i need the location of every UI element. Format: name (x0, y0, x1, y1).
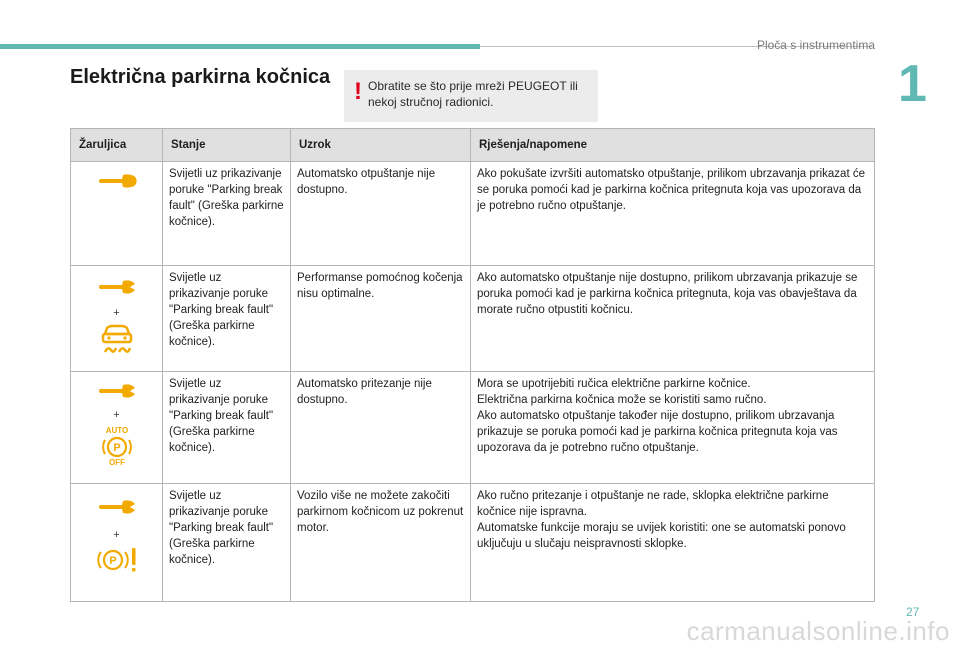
solution-line: Ako ručno pritezanje i otpuštanje ne rade, sklopka električne parkirne kočnice nije ispravna. (477, 490, 829, 518)
state-cell: Svijetle uz prikazivanje poruke "Parking break fault" (Greška parkirne kočnice). (163, 266, 291, 372)
p-label: P (108, 555, 117, 567)
warning-lamp-table (70, 128, 875, 602)
lamp-cell (71, 162, 163, 266)
plus-sign: + (113, 307, 120, 319)
lamp-cell (71, 372, 163, 484)
off-label: OFF (108, 458, 125, 466)
header-accent-bar (0, 44, 480, 49)
cause-cell: Vozilo više ne možete zakočiti parkirnom kočnicom uz pokrenut motor. (291, 484, 471, 602)
section-header: Ploča s instrumentima (756, 38, 875, 52)
skidding-car-icon (99, 324, 135, 354)
plus-sign: + (113, 409, 120, 421)
state-cell: Svijetle uz prikazivanje poruke "Parking break fault" (Greška parkirne kočnice). (163, 372, 291, 484)
solution-line: Električna parkirna kočnica može se koristiti samo ručno. (477, 394, 767, 406)
page-title: Električna parkirna kočnica (70, 66, 331, 88)
solution-cell (471, 372, 875, 484)
parking-brake-warning-icon (95, 546, 139, 574)
exclamation-icon: ! (354, 78, 362, 105)
solution-cell: Ako pokušate izvršiti automatsko otpuštanje, prilikom ubrzavanja prikazat će se poruka pomoći kad je parkirna kočnica pritegnuta koja vas upozorava da je potrebno ručno otpuštanje. (471, 162, 875, 266)
auto-label: AUTO (105, 426, 128, 435)
chapter-number: 1 (898, 55, 927, 113)
solution-line: Automatske funkcije moraju se uvijek koristiti: one se automatski ponovo uključuju u slučaju neispravnosti sklopke. (477, 522, 846, 550)
wrench-icon (97, 174, 137, 188)
solution-line: Mora se upotrijebiti ručica električne parkirne kočnice. (477, 378, 751, 390)
table-row (71, 372, 875, 484)
solution-line: Ako automatsko otpuštanje također nije dostupno, prilikom ubrzavanja prikazuje se poruka pomoći kad je parkirna kočnica pritegnuta koja vas upozorava da je potrebno ručno otpuštanje. (477, 410, 838, 454)
plus-sign: + (113, 529, 120, 541)
cause-cell: Performanse pomoćnog kočenja nisu optimalne. (291, 266, 471, 372)
p-label: P (112, 442, 121, 454)
cause-cell: Automatsko otpuštanje nije dostupno. (291, 162, 471, 266)
auto-p-off-icon (97, 426, 137, 466)
solution-cell: Ako automatsko otpuštanje nije dostupno, prilikom ubrzavanja prikazuje se poruka pomoći kad je parkirna kočnica pritegnuta, koja vas obavještava da morate ručno otpustiti kočnicu. (471, 266, 875, 372)
state-cell: Svijetli uz prikazivanje poruke "Parking break fault" (Greška parkirne kočnice). (163, 162, 291, 266)
solution-cell (471, 484, 875, 602)
wrench-icon (97, 384, 137, 398)
table-row (71, 162, 875, 266)
column-header-solution: Rješenja/napomene (471, 129, 875, 162)
column-header-cause: Uzrok (291, 129, 471, 162)
table-row (71, 266, 875, 372)
page-number: 27 (906, 605, 920, 619)
watermark: carmanualsonline.info (686, 616, 950, 646)
table-header-row (71, 129, 875, 162)
lamp-cell (71, 484, 163, 602)
notice-box (344, 70, 598, 122)
lamp-cell (71, 266, 163, 372)
wrench-icon (97, 500, 137, 514)
cause-cell: Automatsko pritezanje nije dostupno. (291, 372, 471, 484)
notice-text: Obratite se što prije mreži PEUGEOT ili nekoj stručnoj radionici. (368, 79, 578, 109)
table-row (71, 484, 875, 602)
wrench-icon (97, 280, 137, 294)
state-cell: Svijetle uz prikazivanje poruke "Parking break fault" (Greška parkirne kočnice). (163, 484, 291, 602)
column-header-lamp: Žaruljica (71, 129, 163, 162)
column-header-state: Stanje (163, 129, 291, 162)
